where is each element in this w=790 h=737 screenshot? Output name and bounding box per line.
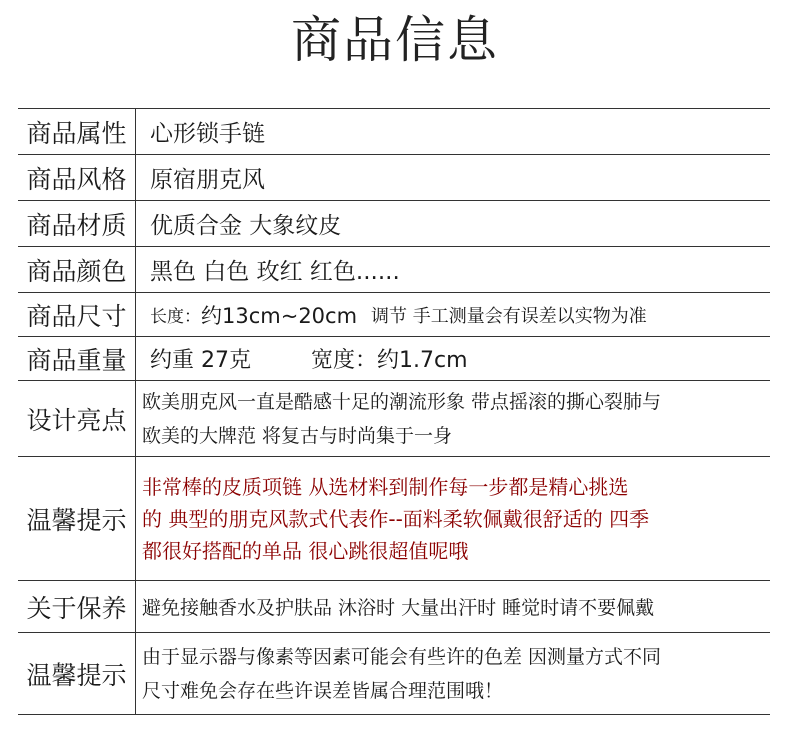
- width-value: 宽度：约1.7cm: [311, 348, 468, 373]
- text-line: 的 典型的朋克风款式代表作--面料柔软佩戴很舒适的 四季: [142, 506, 650, 531]
- product-info-table: [18, 108, 770, 715]
- size-value: 约13cm~20cm: [201, 303, 358, 328]
- table-row: [18, 247, 770, 293]
- row-value: [136, 293, 770, 336]
- table-row: [18, 109, 770, 155]
- table-row: [18, 581, 770, 633]
- row-value: 避免接触香水及护肤品 沐浴时 大量出汗时 睡觉时请不要佩戴: [142, 597, 655, 619]
- row-value: [136, 633, 770, 714]
- text-line: 非常棒的皮质项链 从选材料到制作每一步都是精心挑选: [142, 474, 629, 499]
- table-row: [18, 381, 770, 457]
- row-value: 黑色 白色 玫红 红色......: [150, 259, 400, 285]
- text-line: 由于显示器与像素等因素可能会有些许的色差 因测量方式不同: [142, 645, 662, 668]
- row-value: 原宿朋克风: [150, 167, 265, 193]
- row-label: 商品颜色: [18, 247, 136, 292]
- page-title: 商品信息: [291, 11, 499, 69]
- row-label: 商品属性: [18, 109, 136, 154]
- text-line: 欧美朋克风一直是酷感十足的潮流形象 带点摇滚的撕心裂肺与: [142, 390, 662, 413]
- row-value: [136, 457, 770, 580]
- row-label: 商品尺寸: [18, 293, 136, 336]
- table-row: [18, 155, 770, 201]
- row-value: [136, 337, 770, 380]
- weight-value: 约重 27克: [150, 348, 251, 373]
- text-line: 尺寸难免会存在些许误差皆属合理范围哦！: [142, 679, 504, 702]
- text-line: 欧美的大牌范 将复古与时尚集于一身: [142, 424, 453, 447]
- row-label: 商品材质: [18, 201, 136, 246]
- row-label: 设计亮点: [18, 381, 136, 456]
- table-row: [18, 201, 770, 247]
- table-row: [18, 293, 770, 337]
- row-label: 商品风格: [18, 155, 136, 200]
- row-label: 温馨提示: [18, 633, 136, 714]
- table-row: [18, 633, 770, 715]
- size-prefix: 长度：: [150, 307, 201, 327]
- row-value: [136, 381, 770, 456]
- row-label: 关于保养: [18, 581, 136, 632]
- text-line: 都很好搭配的单品 很心跳很超值呢哦: [142, 538, 469, 563]
- table-row: [18, 337, 770, 381]
- size-suffix: 调节 手工测量会有误差以实物为准: [371, 305, 647, 327]
- row-value: 心形锁手链: [150, 121, 265, 147]
- row-label: 商品重量: [18, 337, 136, 380]
- row-value: 优质合金 大象纹皮: [150, 213, 342, 239]
- row-label: 温馨提示: [18, 457, 136, 580]
- table-row: [18, 457, 770, 581]
